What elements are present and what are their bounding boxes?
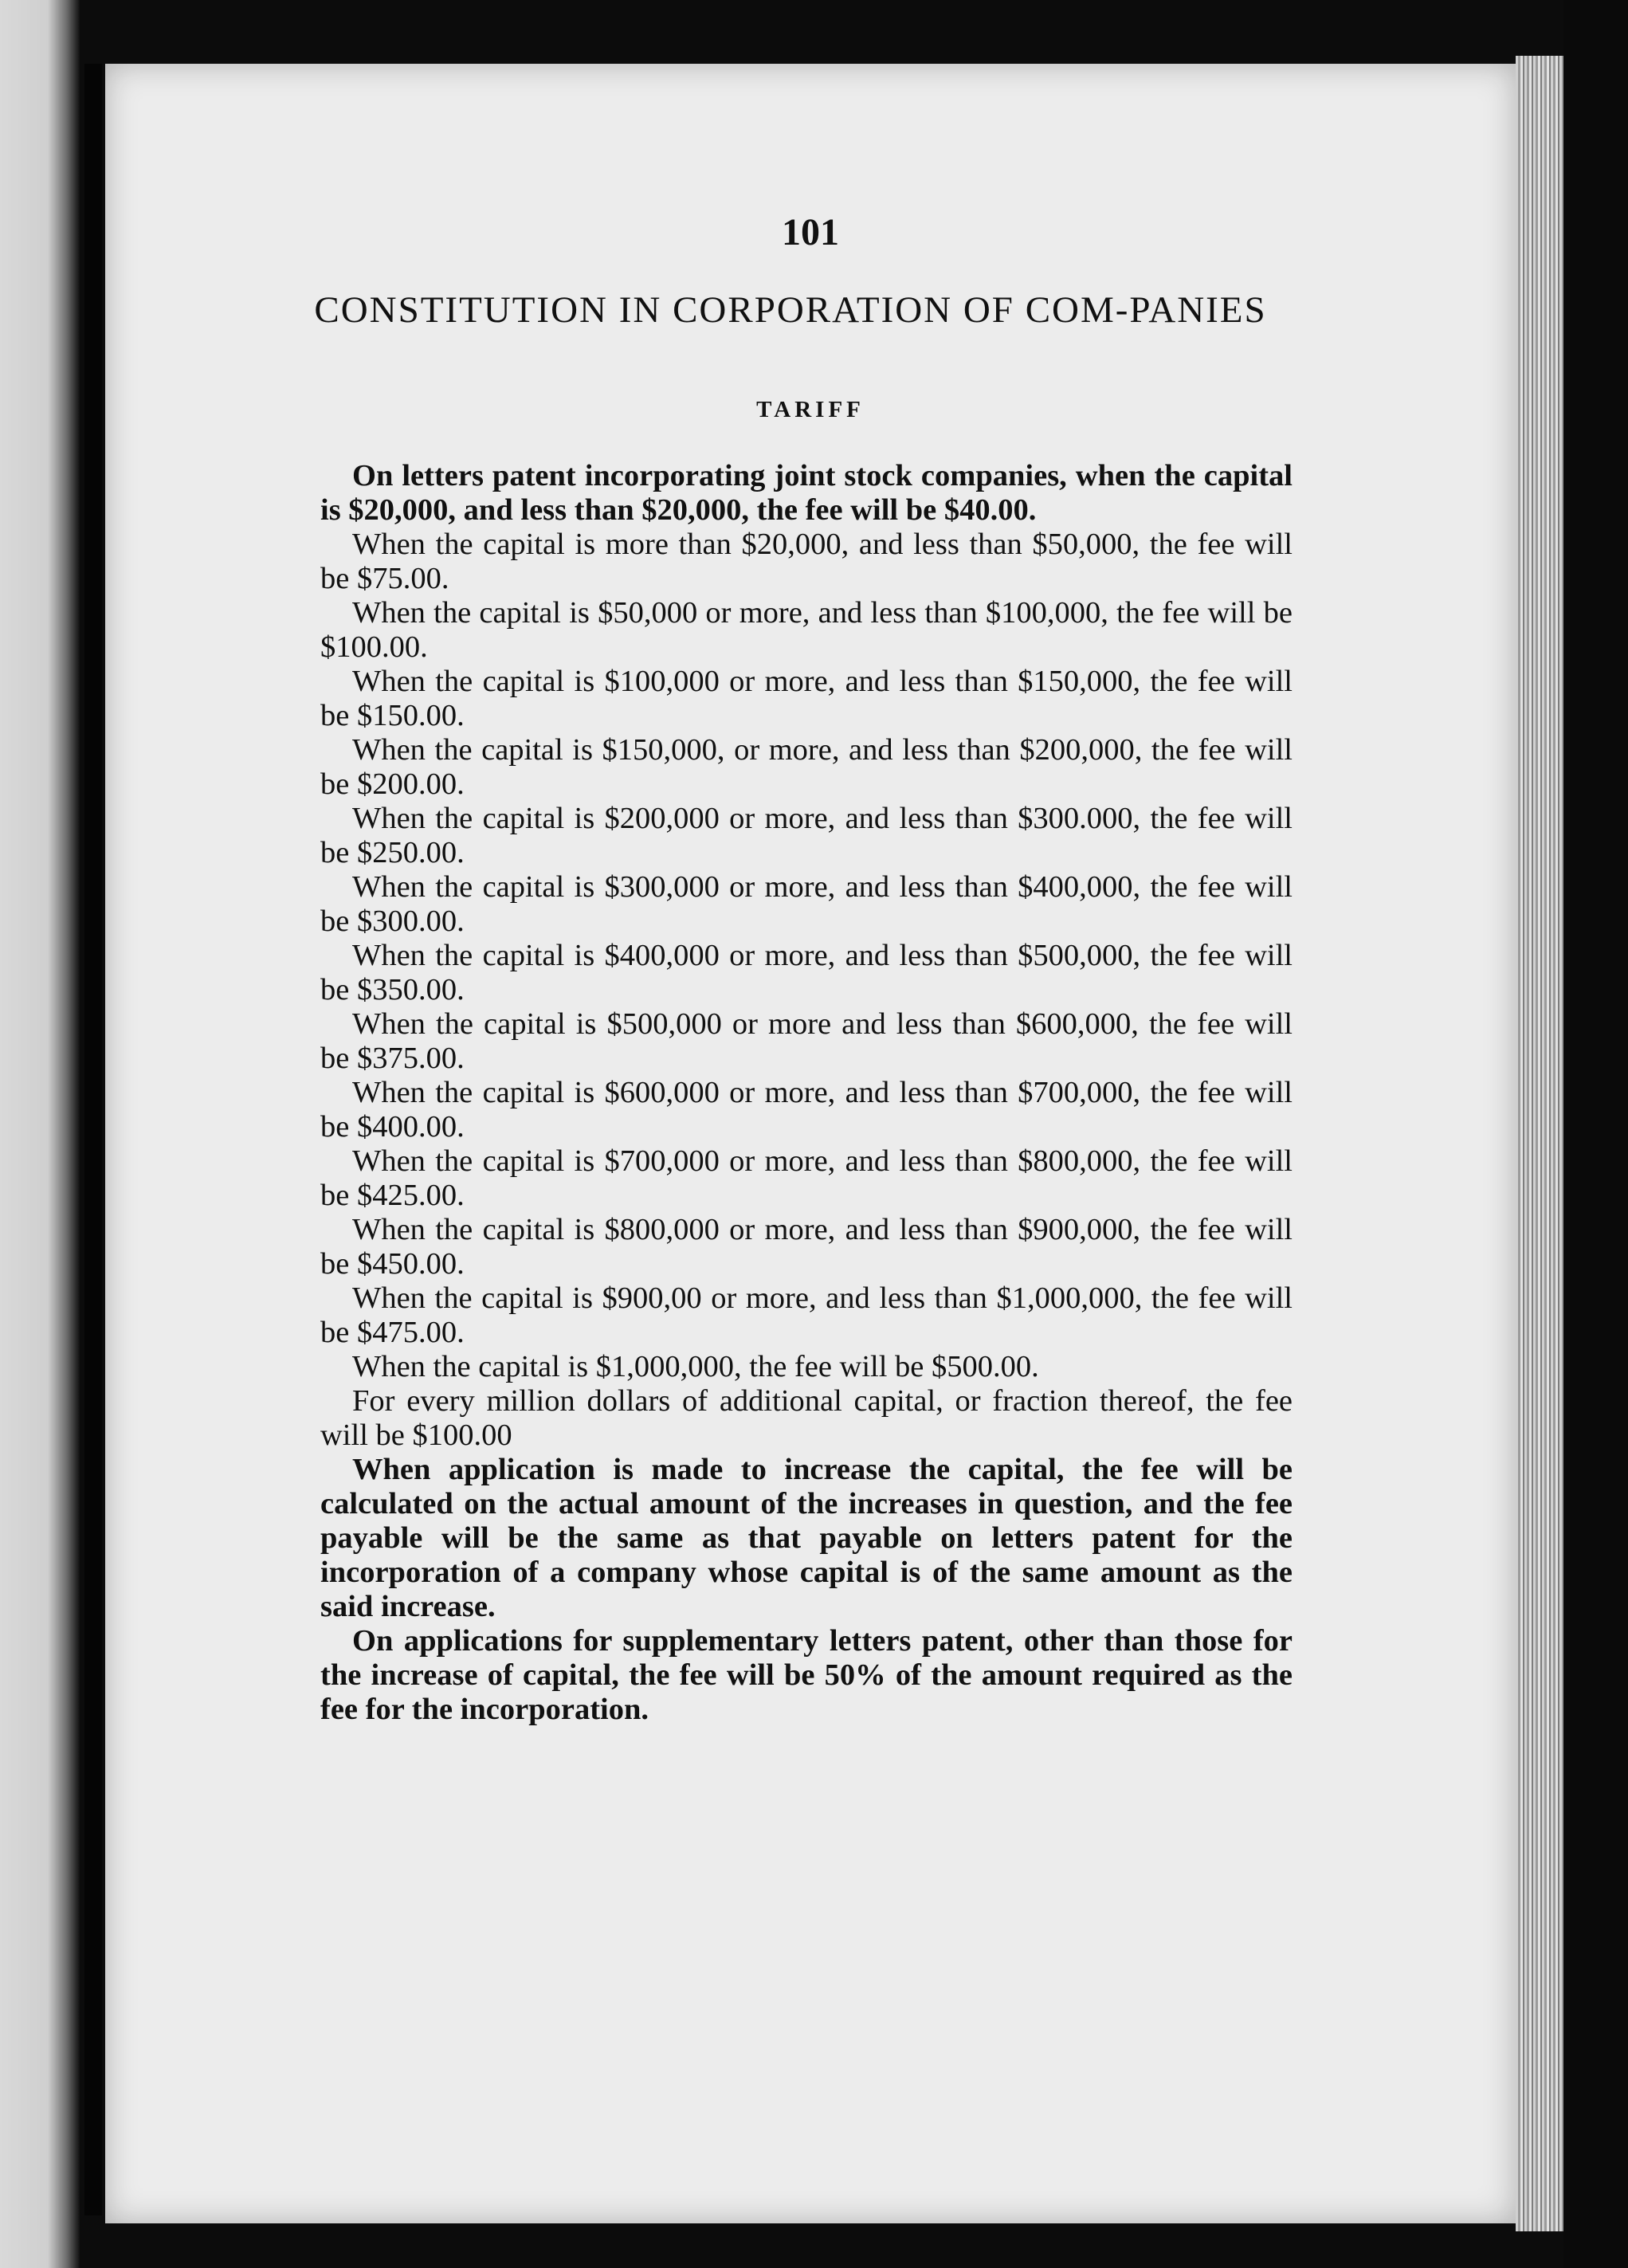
paragraph: On applications for supplementary letters patent, other than those for the increase of capital, the fee will be 50% of the amount required as the fee for the incorporation. (320, 1624, 1293, 1726)
paragraph: When the capital is $100,000 or more, and less than $150,000, the fee will be $150.00. (320, 665, 1293, 732)
paragraph: When the capital is $150,000, or more, and less than $200,000, the fee will be $200.00. (320, 733, 1293, 801)
paragraph: When application is made to increase the capital, the fee will be calculated on the actual amount of the increases in question, and the fee payable will be the same as that payable on letters patent for the incorporation of a company whose capital is of the same amount as the said increase. (320, 1453, 1293, 1623)
paragraph: When the capital is $400,000 or more, and less than $500,000, the fee will be $350.00. (320, 939, 1293, 1006)
book-page (105, 64, 1516, 2223)
right-page-stack (1516, 56, 1563, 2231)
book-spine-shadow (84, 64, 102, 2215)
paragraph: When the capital is $800,000 or more, and less than $900,000, the fee will be $450.00. (320, 1213, 1293, 1281)
page-title: CONSTITUTION IN CORPORATION OF COM-PANIES (314, 289, 1267, 331)
paragraph: When the capital is $700,000 or more, and less than $800,000, the fee will be $425.00. (320, 1144, 1293, 1212)
paragraph: When the capital is $200,000 or more, and less than $300.000, the fee will be $250.00. (320, 802, 1293, 869)
right-dark-border (1563, 0, 1628, 2268)
paragraph: When the capital is $50,000 or more, and less than $100,000, the fee will be $100.00. (320, 596, 1293, 664)
tariff-text (320, 459, 1293, 1727)
page-number: 101 (782, 211, 839, 253)
paragraph: On letters patent incorporating joint stock companies, when the capital is $20,000, and less than $20,000, the fee will be $40.00. (320, 459, 1293, 527)
left-page-edge (0, 0, 80, 2268)
paragraph: When the capital is $500,000 or more and less than $600,000, the fee will be $375.00. (320, 1007, 1293, 1075)
paragraph: When the capital is $600,000 or more, and less than $700,000, the fee will be $400.00. (320, 1076, 1293, 1144)
paragraph: When the capital is $1,000,000, the fee will be $500.00. (352, 1350, 1039, 1383)
section-subtitle: TARIFF (756, 397, 865, 422)
paragraph: When the capital is $900,00 or more, and less than $1,000,000, the fee will be $475.00. (320, 1281, 1293, 1349)
paragraph: When the capital is $300,000 or more, and less than $400,000, the fee will be $300.00. (320, 870, 1293, 938)
paragraph: When the capital is more than $20,000, and less than $50,000, the fee will be $75.00. (320, 528, 1293, 595)
paragraph: For every million dollars of additional capital, or fraction thereof, the fee will be $100.00 (320, 1384, 1293, 1452)
